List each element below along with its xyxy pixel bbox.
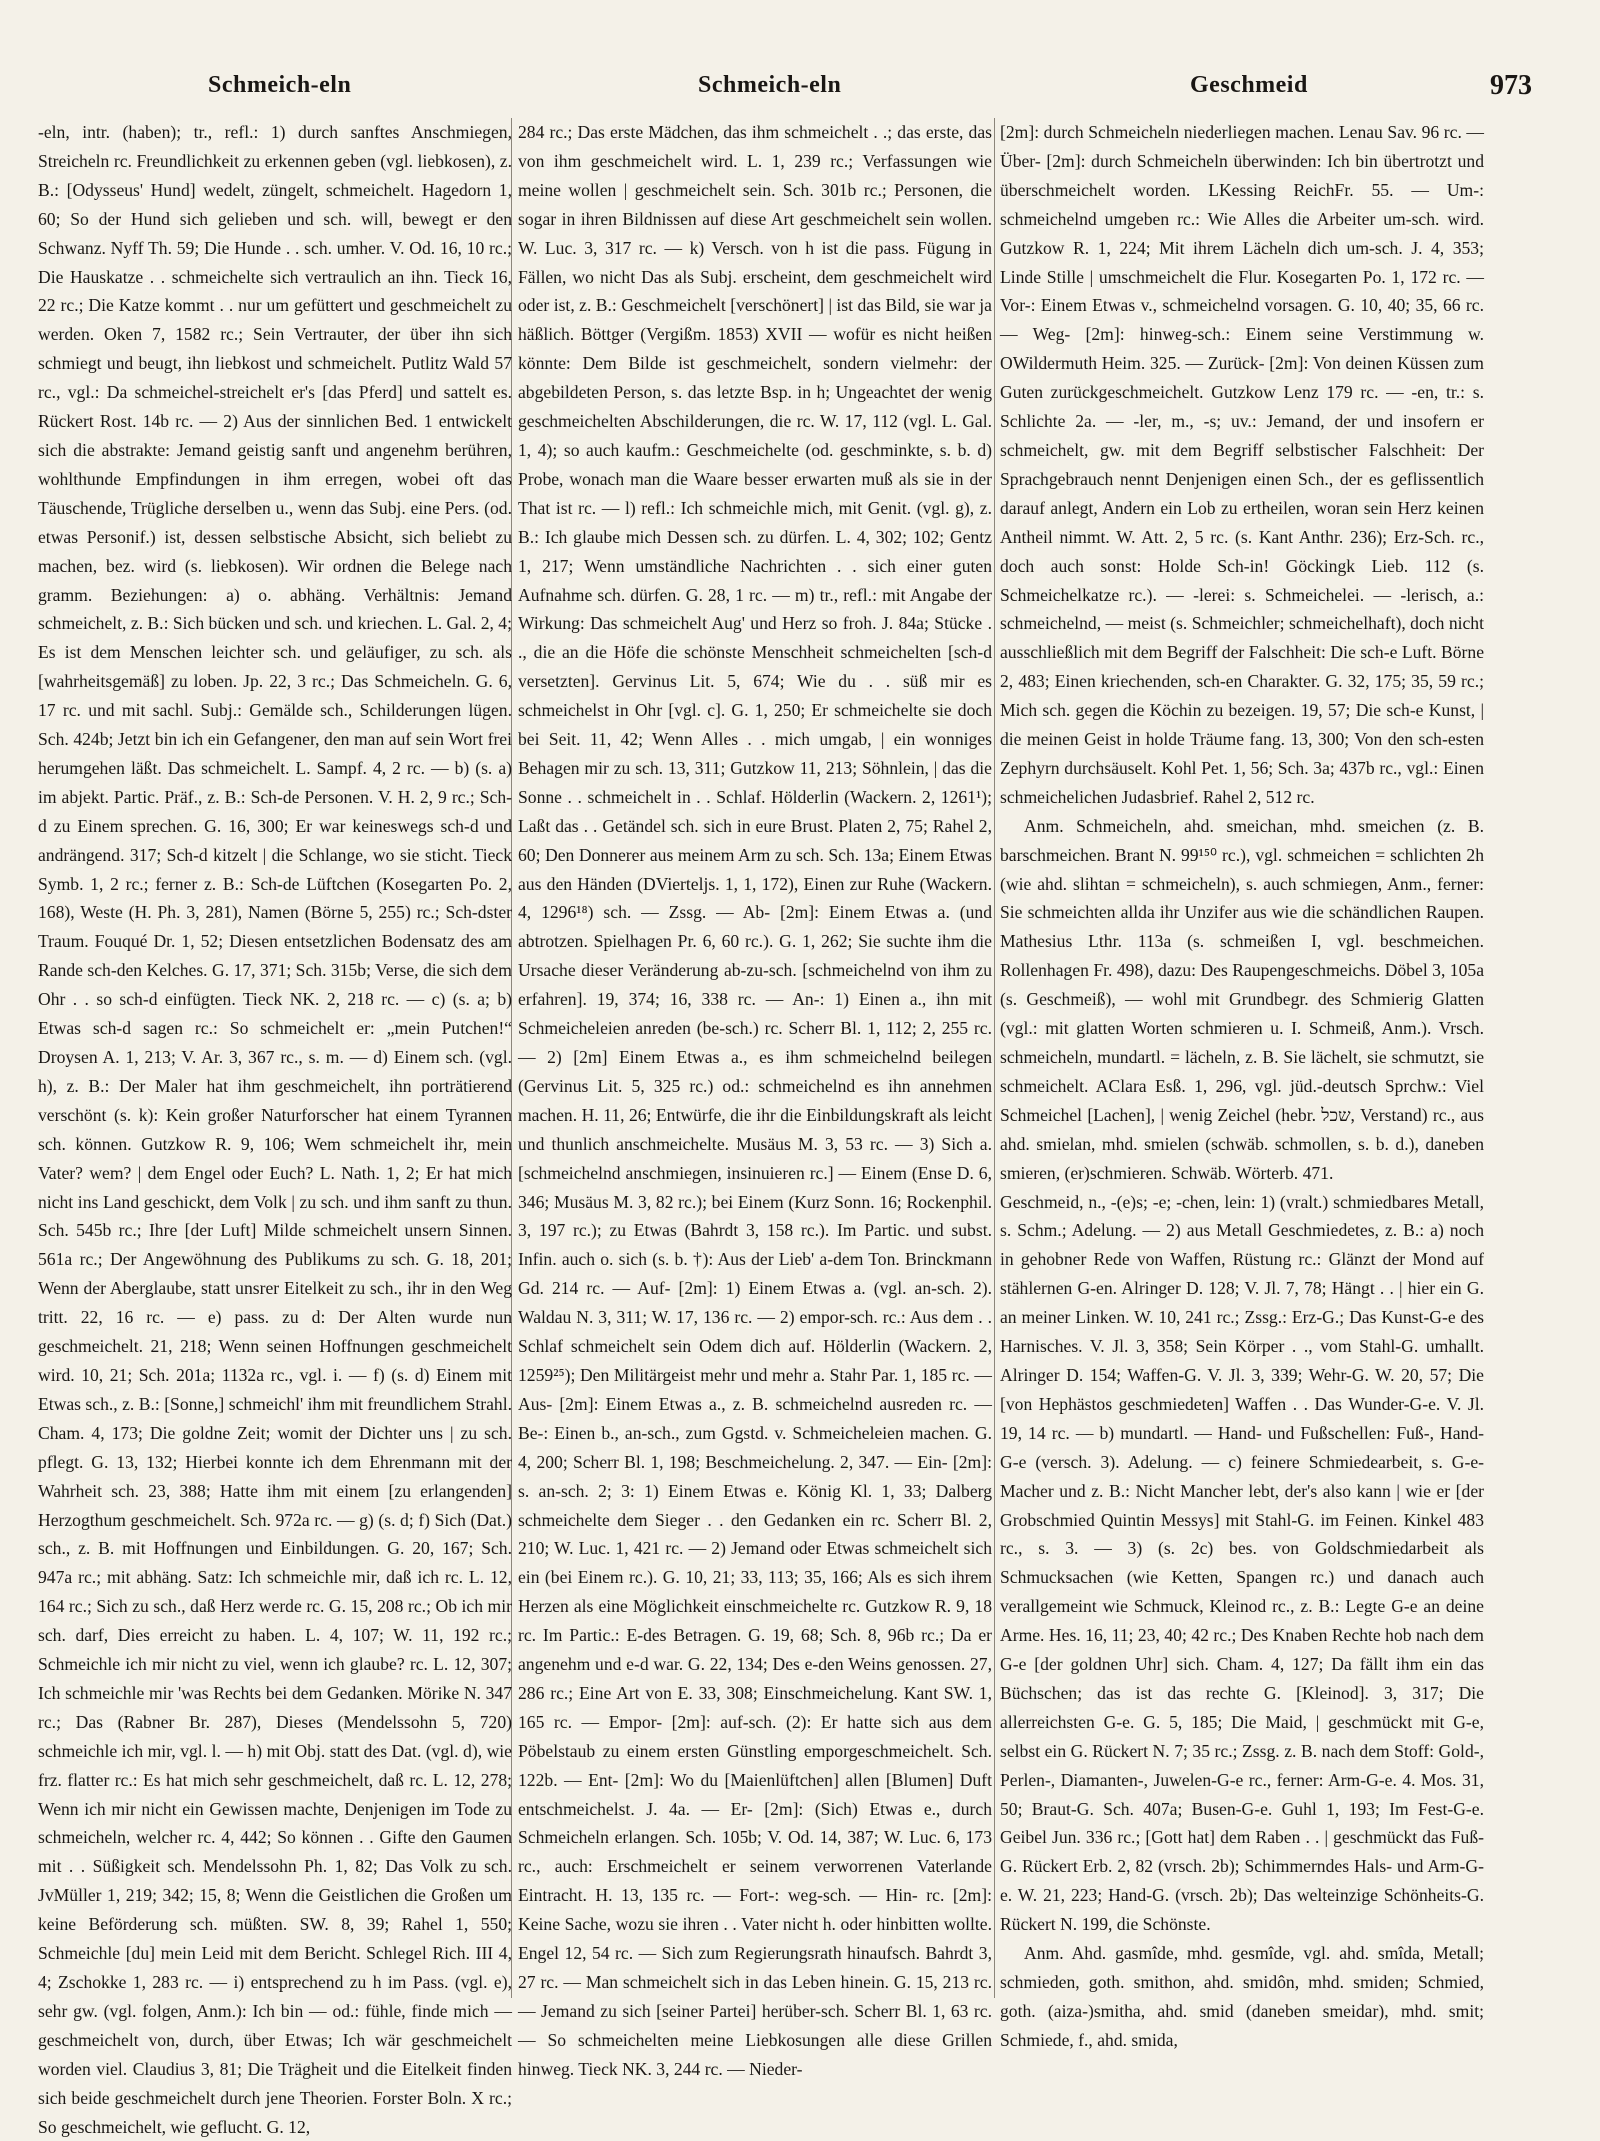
etymology-note: Anm. Ahd. gasmîde, mhd. gesmîde, vgl. ahd. smîda, Metall; schmieden, goth. smithon, ahd. smidôn, mhd. smiden; Schmied, goth. (aiza-)smitha, ahd. smid (daneben smeidar), mhd. smit; Schmiede, f., ahd. smida, xyxy=(1000,1943,1484,2050)
page-number: 973 xyxy=(1490,70,1532,101)
text-column-1 xyxy=(38,118,512,2137)
running-head xyxy=(0,0,1600,110)
etymology-note: Anm. Schmeicheln, ahd. smeichan, mhd. smeichen (z. B. barschmeichen. Brant N. 99¹⁵⁰ rc.), vgl. schmeichen = schlichten 2h (wie ahd. slihtan = schmeicheln), s. auch schmiegen, Anm., ferner: Sie schmeichten allda ihr Unzifer aus wie die schändlichen Raupen. Mathesius Lthr. 113a (s. schmeißen I, vgl. beschmeichen. Rollenhagen Fr. 498), dazu: Des Raupengeschmeichs. Döbel 3, 105a (s. Geschmeiß), — wohl mit Grundbegr. des Schmierig Glatten (vgl.: mit glatten Worten schmieren u. I. Schmeiß, Anm.). Vrsch. schmeicheln, mundartl. = lächeln, z. B. Sie lächelt, sie schmutzt, sie schmeichelt. AClara Esß. 1, 296, vgl. jüd.-deutsch Sprchw.: Viel Schmeichel [Lachen], | wenig Zeichel (hebr. שכל, Verstand) rc., aus ahd. smielan, mhd. smielen (schwäb. schmollen, s. b. d.), daneben smieren, (er)schmieren. Schwäb. Wörterb. 471. xyxy=(1000,815,1484,1183)
entry-geschmeid: Geschmeid, n., -(e)s; -e; -chen, lein: 1) (vralt.) schmiedbares Metall, s. Schm.; Adelung. — 2) aus Metall Geschmiedetes, z. B.: a) noch in gehobner Rede von Waffen, Rüstung rc.: Glänzt der Mond auf stählernen G-en. Alringer D. 128; V. Jl. 7, 78; Hängt . . | hier ein G. an meiner Linken. W. 10, 241 rc.; Zssg.: Erz-G.; Das Kunst-G-e des Harnisches. V. Jl. 3, 358; Sein Körper . ., vom Stahl-G. umhallt. Alringer D. 154; Waffen-G. V. Jl. 3, 339; Wehr-G. W. 20, 57; Die [von Hephästos geschmiedeten] Waffen . . Das Wunder-G-e. V. Jl. 19, 14 rc. — b) mundartl. — Hand- und Fußschellen: Fuß-, Hand-G-e (versch. 3). Adelung. — c) feinere Schmiedearbeit, s. G-e-Macher und z. B.: Nicht Mancher lebt, der's also kann | wie er [der Grobschmied Quintin Messys] mit Stahl-G. im Feinen. Kinkel 483 rc., s. 3. — 3) (s. 2c) bes. von Goldschmiedarbeit als Schmucksachen (wie Ketten, Spangen rc.) und danach auch verallgemeint wie Schmuck, Kleinod rc., z. B.: Legte G-e an deine Arme. Hes. 16, 11; 23, 40; 42 rc.; Des Knaben Rechte hob nach dem G-e [der goldnen Uhr] sich. Cham. 4, 127; Da fällt ihm ein das Büchschen; das ist das rechte G. [Kleinod]. 3, 317; Die allerreichsten G-e. G. 5, 185; Die Maid, | geschmückt mit G-e, selbst ein G. Rückert N. 7; 35 rc.; Zssg. z. B. nach dem Stoff: Gold-, Perlen-, Diamanten-, Juwelen-G-e rc., ferner: Arm-G-e. 4. Mos. 31, 50; Braut-G. Sch. 407a; Busen-G-e. Guhl 1, 193; Im Fest-G-e. Geibel Jun. 336 rc.; [Gott hat] dem Raben . . | geschmückt das Fuß-G. Rückert Erb. 2, 82 (vrsch. 2b); Schimmerndes Hals- und Arm-G-e. W. 21, 223; Hand-G. (vrsch. 2b); Das welteinzige Schönheits-G. Rückert N. 199, die Schönste. xyxy=(1000,1191,1484,1935)
header-left-catchword: Schmeich-eln xyxy=(208,72,352,98)
header-right-catchword: Geschmeid xyxy=(1190,72,1308,98)
text-column-2 xyxy=(518,118,992,2079)
entry-paragraph: -eln, intr. (haben); tr., refl.: 1) durch sanftes Anschmiegen, Streicheln rc. Freundlichkeit zu erkennen geben (vgl. liebkosen), z. B.: [Odysseus' Hund] wedelt, züngelt, schmeichelt. Hagedorn 1, 60; So der Hund sich gelieben und sch. will, bewegt er den Schwanz. Nyff Th. 59; Die Hunde . . sch. umher. V. Od. 16, 10 rc.; Die Hauskatze . . schmeichelte sich vertraulich an ihn. Tieck 16, 22 rc.; Die Katze kommt . . nur um gefüttert und geschmeichelt zu werden. Oken 7, 1582 rc.; Sein Vertrauter, der über ihn sich schmiegt und beugt, ihn liebkost und schmeichelt. Putlitz Wald 57 rc., vgl.: Da schmeichel-streichelt er's [das Pferd] und sattelt es. Rückert Rost. 14b rc. — 2) Aus der sinnlichen Bed. 1 entwickelt sich die abstrakte: Jemand geistig sanft und angenehm berühren, wohlthunde Empfindungen in ihm erregen, wobei oft das Täuschende, Trügliche derselben u., wenn das Subj. eine Pers. (od. etwas Personif.) ist, dessen selbstische Absicht, sich beliebt zu machen, bez. wird (s. liebkosen). Wir ordnen die Belege nach gramm. Beziehungen: a) o. abhäng. Verhältnis: Jemand schmeichelt, z. B.: Sich bücken und sch. und kriechen. L. Gal. 2, 4; Es ist dem Menschen leichter sch. und geläufiger, zu sch. als [wahrheitsgemäß] zu loben. Jp. 22, 3 rc.; Das Schmeicheln. G. 6, 17 rc. und mit sachl. Subj.: Gemälde sch., Schilderungen lügen. Sch. 424b; Jetzt bin ich ein Gefangener, den man auf sein Wort frei herumgehen läßt. Das schmeichelt. L. Sampf. 4, 2 rc. — b) (s. a) im abjekt. Partic. Präf., z. B.: Sch-de Personen. V. H. 2, 9 rc.; Sch-d zu Einem sprechen. G. 16, 300; Er war keineswegs sch-d und andrängend. 317; Sch-d kitzelt | die Schlange, wo sie sticht. Tieck Symb. 1, 2 rc.; ferner z. B.: Sch-de Lüftchen (Kosegarten Po. 2, 168), Weste (H. Ph. 3, 281), Namen (Börne 5, 255) rc.; Sch-dster Traum. Fouqué Dr. 1, 52; Diesen entsetzlichen Bodensatz des am Rande sch-den Kelches. G. 17, 371; Sch. 315b; Verse, die sich dem Ohr . . so sch-d einfügten. Tieck NK. 2, 218 rc. — c) (s. a; b) Etwas sch-d sagen rc.: So schmeichelt er: „mein Putchen!“ Droysen A. 1, 213; V. Ar. 3, 367 rc., s. m. — d) Einem sch. (vgl. h), z. B.: Der Maler hat ihm geschmeichelt, ihn porträtierend verschönt (s. k): Kein großer Naturforscher hat einem Tyrannen sch. können. Gutzkow R. 9, 106; Wem schmeichelt ihr, mein Vater? wem? | dem Engel oder Euch? L. Nath. 1, 2; Er hat mich nicht ins Land geschickt, dem Volk | zu sch. und ihm sanft zu thun. Sch. 545b rc.; Ihre [der Luft] Milde schmeichelt unsern Sinnen. 561a rc.; Der Angewöhnung des Publikums zu sch. G. 18, 201; Wenn der Aberglaube, statt unsrer Eitelkeit zu sch., ihr in den Weg tritt. 22, 16 rc. — e) pass. zu d: Der Alten wurde nun geschmeichelt. 21, 218; Wenn seinen Hoffnungen geschmeichelt wird. 10, 21; Sch. 201a; 1132a rc., vgl. i. — f) (s. d) Einem mit Etwas sch., z. B.: [Sonne,] schmeichl' ihm mit freundlichem Strahl. Cham. 4, 173; Die goldne Zeit; womit der Dichter uns | zu sch. pflegt. G. 13, 132; Hierbei konnte ich dem Ehrenmann mit der Wahrheit sch. 23, 388; Hatte ihm mit einem [zu erlangenden] Herzogthum geschmeichelt. Sch. 972a rc. — g) (s. d; f) Sich (Dat.) sch., z. B. mit Hoffnungen und Einbildungen. G. 20, 167; Sch. 947a rc.; mit abhäng. Satz: Ich schmeichle mir, daß ich rc. L. 12, 164 rc.; Sich zu sch., daß Herz werde rc. G. 15, 208 rc.; Ob ich mir sch. darf, Dies erreicht zu haben. L. 4, 107; W. 11, 192 rc.; Schmeichle ich mir nicht zu viel, wenn ich glaube? rc. L. 12, 307; Ich schmeichle mir 'was Rechts bei dem Gedanken. Mörike N. 347 rc.; Das (Rabner Br. 287), Dieses (Mendelssohn 5, 720) schmeichle ich mir, vgl. l. — h) mit Obj. statt des Dat. (vgl. d), wie frz. flatter rc.: Es hat mich sehr geschmeichelt, daß rc. L. 12, 278; Wenn ich mir nicht ein Gewissen machte, Denjenigen im Tode zu schmeicheln, welcher rc. 4, 442; So können . . Gifte den Gaumen mit . . Süßigkeit sch. Mendelssohn Ph. 1, 82; Das Volk zu sch. JvMüller 1, 219; 342; 15, 8; Wenn die Geistlichen die Großen um keine Beförderung sch. müßten. SW. 8, 39; Rahel 1, 550; Schmeichle [du] mein Leid mit dem Bericht. Schlegel Rich. III 4, 4; Zschokke 1, 283 rc. — i) entsprechend zu h im Pass. (vgl. e), sehr gw. (vgl. folgen, Anm.): Ich bin — od.: fühle, finde mich — geschmeichelt von, durch, über Etwas; Ich wär geschmeichelt worden viel. Claudius 3, 81; Die Trägheit und die Eitelkeit finden sich beide geschmeichelt durch jene Theorien. Forster Boln. X rc.; So geschmeichelt, wie geflucht. G. 12, xyxy=(38,122,512,2137)
entry-paragraph: [2m]: durch Schmeicheln niederliegen machen. Lenau Sav. 96 rc. — Über- [2m]: durch Schmeicheln überwinden: Ich bin übertrotzt und überschmeichelt worden. LKessing ReichFr. 55. — Um-: schmeichelnd umgeben rc.: Wie Alles die Arbeiter um-sch. wird. Gutzkow R. 1, 224; Mit ihrem Lächeln dich um-sch. J. 4, 353; Linde Stille | umschmeichelt die Flur. Kosegarten Po. 1, 172 rc. — Vor-: Einem Etwas v., schmeichelnd vorsagen. G. 10, 40; 35, 66 rc. — Weg- [2m]: hinweg-sch.: Einem seine Verstimmung w. OWildermuth Heim. 325. — Zurück- [2m]: Von deinen Küssen zum Guten zurückgeschmeichelt. Gutzkow Lenz 179 rc. — -en, tr.: s. Schlichte 2a. — -ler, m., -s; uv.: Jemand, der und insofern er schmeichelt, gw. mit dem Begriff selbstischer Falschheit: Der Sprachgebrauch nennt Denjenigen einen Sch., der es geflissentlich darauf anlegt, Andern ein Lob zu ertheilen, woran sein Herz keinen Antheil nimmt. W. Att. 2, 5 rc. (s. Kant Anthr. 236); Erz-Sch. rc., doch auch sonst: Holde Sch-in! Göckingk Lieb. 112 (s. Schmeichelkatze rc.). — -lerei: s. Schmeichelei. — -lerisch, a.: schmeichelnd, — meist (s. Schmeichler; schmeichelhaft), doch nicht ausschließlich mit dem Begriff der Falschheit: Die sch-e Luft. Börne 2, 483; Einen kriechenden, sch-en Charakter. G. 32, 175; 35, 59 rc.; Mich sch. gegen die Köchin zu bezeigen. 19, 57; Die sch-e Kunst, | die meinen Geist in holde Träume fang. 13, 300; Von den sch-esten Zephyrn durchsäuselt. Kohl Pet. 1, 56; Sch. 3a; 437b rc., vgl.: Einen schmeichelichen Judasbrief. Rahel 2, 512 rc. xyxy=(1000,122,1484,807)
header-center-catchword: Schmeich-eln xyxy=(698,72,842,98)
entry-paragraph: 284 rc.; Das erste Mädchen, das ihm schmeichelt . .; das erste, das von ihm geschmeichelt wird. L. 1, 239 rc.; Verfassungen wie meine wollen | geschmeichelt sein. Sch. 301b rc.; Personen, die sogar in ihren Bildnissen auf diese Art geschmeichelt sein wollen. W. Luc. 3, 317 rc. — k) Versch. von h ist die pass. Fügung in Fällen, wo nicht Das als Subj. erscheint, dem geschmeichelt wird oder ist, z. B.: Geschmeichelt [verschönert] | ist das Bild, sie war ja häßlich. Böttger (Vergißm. 1853) XVII — wofür es nicht heißen könnte: Dem Bilde ist geschmeichelt, sondern vielmehr: der abgebildeten Person, s. das letzte Bsp. in h; Ungeachtet der wenig geschmeichelten Abschilderungen, die rc. W. 17, 112 (vgl. L. Gal. 1, 4); so auch kaufm.: Geschmeichelte (od. geschminkte, s. b. d) Probe, wonach man die Waare besser erwarten muß als sie in der That ist rc. — l) refl.: Ich schmeichle mich, mit Genit. (vgl. g), z. B.: Ich glaube mich Dessen sch. zu dürfen. L. 4, 302; 102; Gentz 1, 217; Wenn umständliche Nachrichten . . sich einer guten Aufnahme sch. dürfen. G. 28, 1 rc. — m) tr., refl.: mit Angabe der Wirkung: Das schmeichelt Aug' und Herz so froh. J. 84a; Stücke . ., die an die Höfe die schönste Menschheit schmeichelten [sch-d versetzten]. Gervinus Lit. 5, 674; Wie du . . süß mir es schmeichelst in Ohr [vgl. c]. G. 1, 250; Er schmeichelte sie doch bei Seit. 11, 42; Wenn Alles . . mich umgab, | ein wonniges Behagen mir zu sch. 13, 311; Gutzkow 11, 213; Söhnlein, | das die Sonne . . schmeichelt in . . Schlaf. Hölderlin (Wackern. 2, 1261¹); Laßt das . . Getändel sch. sich in eure Brust. Platen 2, 75; Rahel 2, 60; Den Donnerer aus meinem Arm zu sch. Sch. 13a; Einem Etwas aus den Händen (DVierteljs. 1, 1, 172), Einen zur Ruhe (Wackern. 4, 1296¹⁸) sch. — Zssg. — Ab- [2m]: Einem Etwas a. (und abtrotzen. Spielhagen Pr. 6, 60 rc.). G. 1, 262; Sie suchte ihm die Ursache dieser Veränderung ab-zu-sch. [schmeichelnd von ihm zu erfahren]. 19, 374; 16, 338 rc. — An-: 1) Einen a., ihn mit Schmeicheleien anreden (be-sch.) rc. Scherr Bl. 1, 112; 2, 255 rc. — 2) [2m] Einem Etwas a., es ihm schmeichelnd beilegen (Gervinus Lit. 5, 325 rc.) od.: schmeichelnd es ihn annehmen machen. H. 11, 26; Entwürfe, die ihr die Einbildungskraft als leicht und thunlich anschmeichelte. Musäus M. 3, 53 rc. — 3) Sich a. [schmeichelnd anschmiegen, insinuieren rc.] — Einem (Ense D. 6, 346; Musäus M. 3, 82 rc.); bei Einem (Kurz Sonn. 16; Rockenphil. 3, 197 rc.); zu Etwas (Bahrdt 3, 158 rc.). Im Partic. und subst. Infin. auch o. sich (s. b. †): Aus der Lieb' a-dem Ton. Brinckmann Gd. 214 rc. — Auf- [2m]: 1) Einem Etwas a. (vgl. an-sch. 2). Waldau N. 3, 311; W. 17, 136 rc. — 2) empor-sch. rc.: Aus dem . . Schlaf schmeichelt sein Odem dich auf. Hölderlin (Wackern. 2, 1259²⁵); Den Militärgeist mehr und mehr a. Stahr Par. 1, 185 rc. — Aus- [2m]: Einem Etwas a., z. B. schmeichelnd ausreden rc. — Be-: Einen b., an-sch., zum Ggstd. v. Schmeicheleien machen. G. 4, 200; Scherr Bl. 1, 198; Beschmeichelung. 2, 347. — Ein- [2m]: s. an-sch. 2; 3: 1) Einem Etwas e. König Kl. 1, 33; Dalberg schmeichelte dem Sieger . . den Gedanken ein rc. Scherr Bl. 2, 210; W. Luc. 1, 421 rc. — 2) Jemand oder Etwas schmeichelt sich ein (bei Einem rc.). G. 10, 21; 33, 113; 35, 166; Als es sich ihrem Herzen als eine Möglichkeit einschmeichelte rc. Gutzkow R. 9, 18 rc. Im Partic.: E-des Betragen. G. 19, 68; Sch. 8, 96b rc.; Da er angenehm und e-d war. G. 22, 134; Des e-den Weins genossen. 27, 286 rc.; Eine Art von E. 33, 308; Einschmeichelung. Kant SW. 1, 165 rc. — Empor- [2m]: auf-sch. (2): Er hatte sich aus dem Pöbelstaub zu einem ersten Günstling emporgeschmeichelt. Sch. 122b. — Ent- [2m]: Wo du [Maienlüftchen] allen [Blumen] Duft entschmeichelst. J. 4a. — Er- [2m]: (Sich) Etwas e., durch Schmeicheln erlangen. Sch. 105b; V. Od. 14, 387; W. Luc. 6, 173 rc., auch: Erschmeichelt er seinem verworrenen Vaterlande Eintracht. H. 13, 135 rc. — Fort-: weg-sch. — Hin- rc. [2m]: Keine Sache, wozu sie ihren . . Vater nicht h. oder hinbitten wollte. Engel 12, 54 rc. — Sich zum Regierungsrath hinaufsch. Bahrdt 3, 27 rc. — Man schmeichelt sich in das Leben hinein. G. 15, 213 rc. — Jemand zu sich [seiner Partei] herüber-sch. Scherr Bl. 1, 63 rc. — So schmeichelten meine Liebkosungen alle diese Grillen hinweg. Tieck NK. 3, 244 rc. — Nieder- xyxy=(518,122,992,2079)
column-rule-2 xyxy=(994,118,995,1998)
text-column-3 xyxy=(1000,118,1484,2050)
